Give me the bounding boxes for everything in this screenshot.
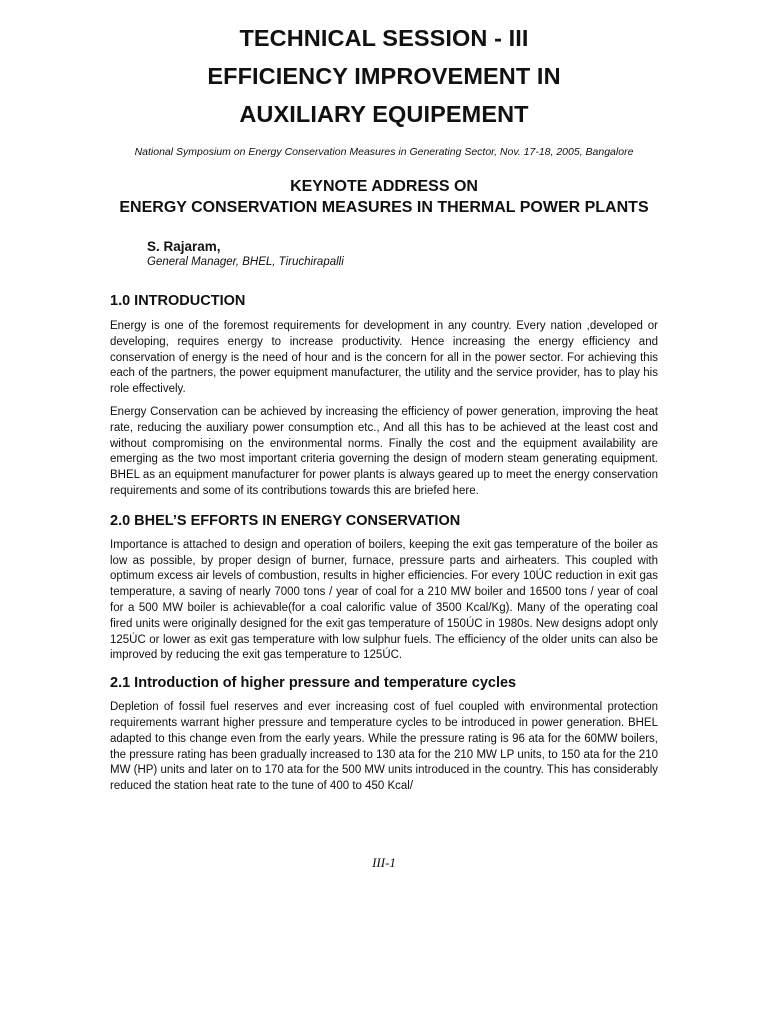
document-title: [0, 0, 768, 133]
paragraph: Energy Conservation can be achieved by increasing the efficiency of power generation, improving the heat rate, reducing the auxiliary power consumption etc., And all this has to be achieved at the least cost and without compromising on the environmental norms. Finally the cost and the equipment availability are emerging as the two most important criteria governing the design of modern steam generating equipment. BHEL as an equipment manufacturer for power plants is always geared up to meet the energy conservation requirements and some of its contributions towards this are briefed here.: [110, 405, 658, 497]
paragraph: Importance is attached to design and operation of boilers, keeping the exit gas temperature of the boiler as low as possible, by proper design of burner, furnace, pressure parts and airheaters. This coupled with optimum excess air levels of combustion, results in higher efficiencies. For every 10ÚC reduction in exit gas temperature, a saving of nearly 7000 tons / year of coal for a 210 MW boiler and 16500 tons / year of coal for a 500 MW boiler is achievable(for a coal calorific value of 3500 Kcal/Kg). Many of the operating coal fired units were originally designed for the exit gas temperature of 150ÚC in 1980s. New designs adopt only 125ÚC or lower as exit gas temperature with low sulphur fuels. The efficiency of the older units can also be improved by reducing the exit gas temperature to 125ÚC.: [110, 538, 658, 662]
keynote-line-1: KEYNOTE ADDRESS ON: [290, 178, 478, 195]
section-heading-introduction: 1.0 INTRODUCTION: [110, 293, 246, 309]
title-line-1: EFFICIENCY IMPROVEMENT IN: [207, 63, 561, 89]
keynote-title: [110, 176, 658, 218]
author-name: S. Rajaram,: [147, 239, 221, 254]
session-heading: TECHNICAL SESSION - III: [239, 25, 529, 51]
body-content: [110, 292, 658, 795]
keynote-line-2: ENERGY CONSERVATION MEASURES IN THERMAL POWER PLANTS: [119, 199, 649, 216]
page-number: III-1: [372, 855, 396, 870]
author-block: [147, 238, 768, 270]
section-heading-higher-cycles: 2.1 Introduction of higher pressure and temperature cycles: [110, 675, 517, 692]
paragraph: Depletion of fossil fuel reserves and ever increasing cost of fuel coupled with environmental protection requirements warrant higher pressure and temperature cycles to be introduced in power generation. BHEL adapted to this change even from the early years. While the pressure rating is 96 ata for the 60MW boilers, the pressure rating has been gradually increased to 130 ata for the 210 MW LP units, to 150 ata for the 210 MW (HP) units and later on to 170 ata for the 500 MW units introduced in the country. This has considerably reduced the station heat rate to the tune of 400 to 450 Kcal/: [110, 701, 659, 793]
section-heading-bhel-efforts: 2.0 BHEL’S EFFORTS IN ENERGY CONSERVATION: [110, 512, 461, 529]
paragraph: Energy is one of the foremost requirements for development in any country. Every nation ,developed or developing, requires energy to increase productivity. Hence increasing the energy efficiency and conservation of energy is the need of hour and is the concern for all in the power sector. For achieving this each of the partners, the power equipment manufacturer, the utility and the service provider, has to play his role effectively.: [110, 320, 658, 396]
author-affiliation: General Manager, BHEL, Tiruchirapalli: [147, 256, 344, 268]
symposium-caption: National Symposium on Energy Conservation Measures in Generating Sector, Nov. 17-18, 2005, Bangalore: [134, 146, 634, 158]
title-line-2: AUXILIARY EQUIPEMENT: [239, 101, 529, 127]
